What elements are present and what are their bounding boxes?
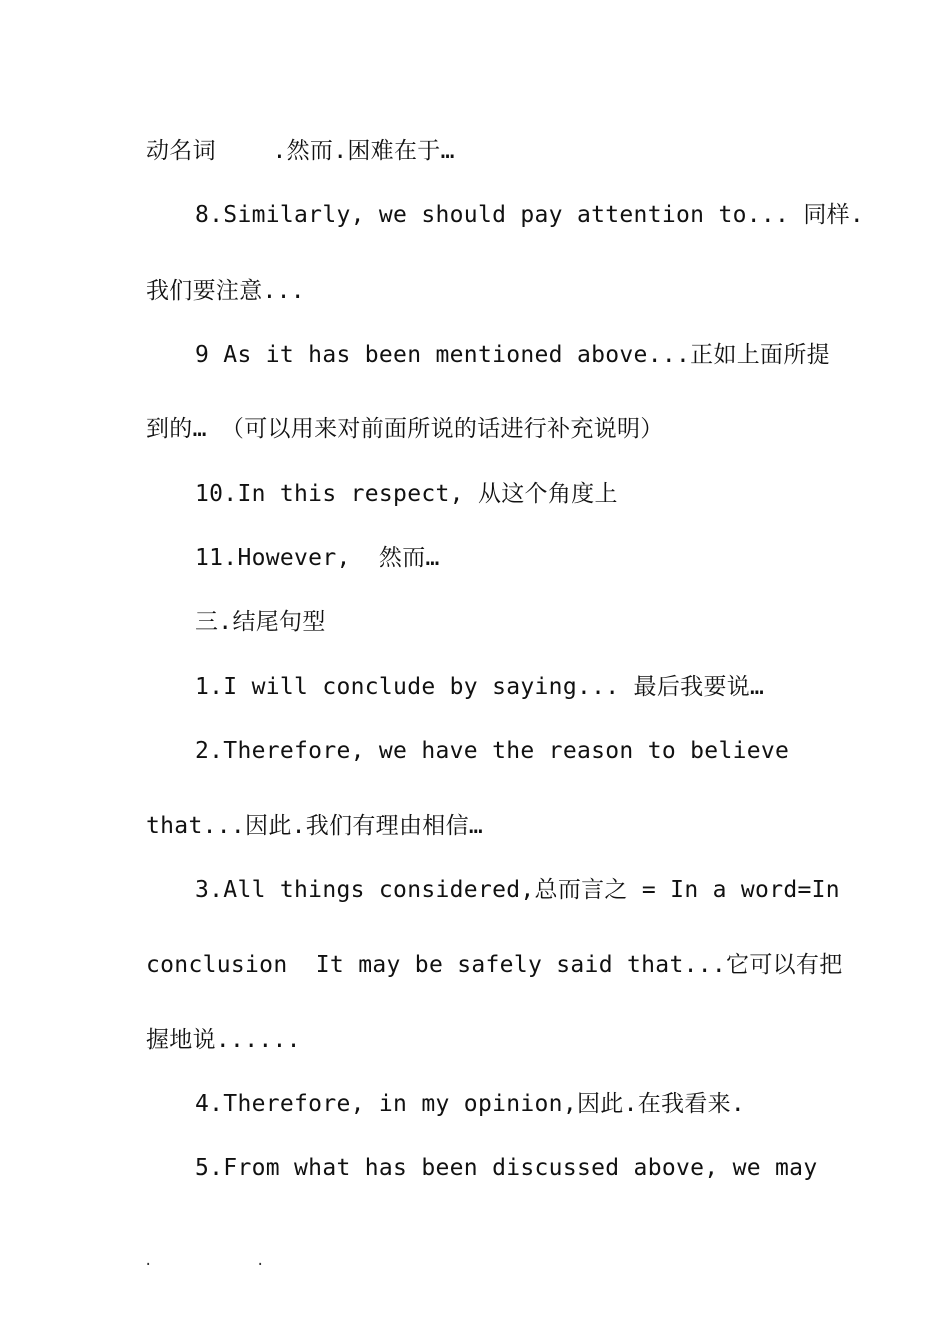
text-line-5: 到的… （可以用来对前面所说的话进行补充说明） bbox=[146, 416, 664, 442]
text-line-12: 3.All things considered,总而言之 = In a word=In bbox=[195, 877, 840, 903]
text-line-3: 我们要注意... bbox=[146, 278, 305, 304]
footer-right-mark: . bbox=[256, 1253, 265, 1269]
text-line-7: 11.However, 然而… bbox=[195, 545, 440, 571]
text-line-2: 8.Similarly, we should pay attention to... 同样. bbox=[195, 202, 865, 228]
text-line-14: 握地说...... bbox=[146, 1027, 301, 1053]
text-line-13: conclusion It may be safely said that...它可以有把 bbox=[146, 952, 843, 978]
section-heading: 三.结尾句型 bbox=[195, 609, 326, 635]
text-line-16: 5.From what has been discussed above, we may bbox=[195, 1155, 818, 1181]
text-line-1: 动名词 .然而.困难在于… bbox=[146, 138, 455, 164]
text-line-15: 4.Therefore, in my opinion,因此.在我看来. bbox=[195, 1091, 746, 1117]
text-line-10: 2.Therefore, we have the reason to believe bbox=[195, 738, 790, 764]
text-line-9: 1.I will conclude by saying... 最后我要说… bbox=[195, 674, 765, 700]
text-line-4: 9 As it has been mentioned above...正如上面所提 bbox=[195, 342, 830, 368]
text-line-11: that...因此.我们有理由相信… bbox=[146, 813, 484, 839]
text-line-6: 10.In this respect, 从这个角度上 bbox=[195, 481, 618, 507]
footer-left-mark: . bbox=[144, 1253, 153, 1269]
